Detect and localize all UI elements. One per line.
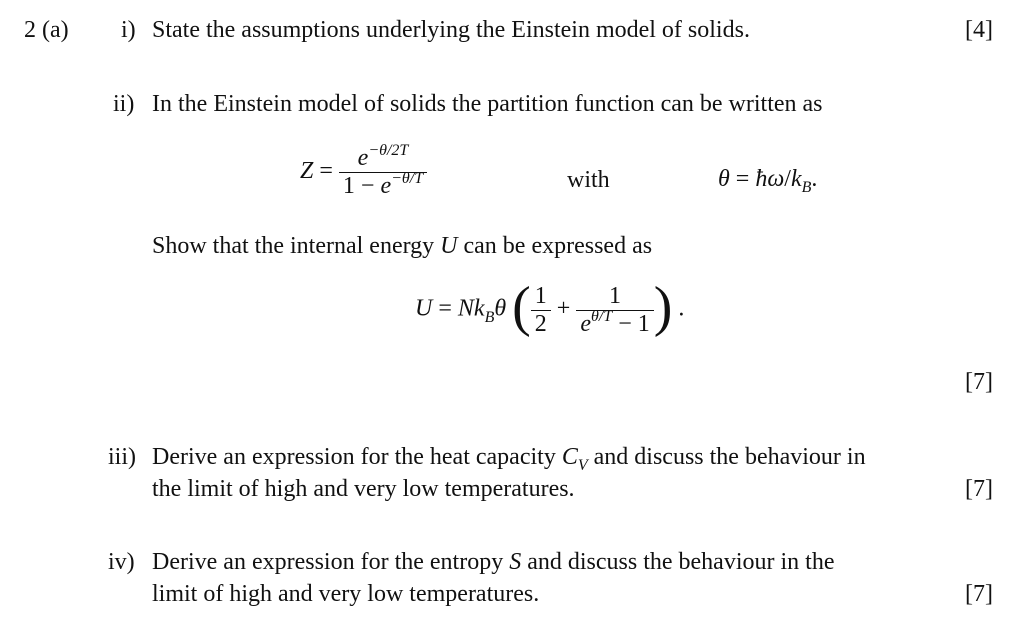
part-ii-intro: In the Einstein model of solids the partition function can be written as (152, 91, 823, 117)
part-iii-line1: Derive an expression for the heat capacity $C_V$ and discuss the behaviour in (152, 444, 866, 474)
part-i-label: i) (121, 17, 136, 43)
part-i-marks: [4] (965, 17, 993, 43)
part-i-text: State the assumptions underlying the Einstein model of solids. (152, 17, 750, 43)
part-ii-marks: [7] (965, 369, 993, 395)
with-word: with (567, 167, 610, 193)
internal-energy-equation: $U = Nk_B\theta$ ( $\frac{1}{2}$ + $\frac{1}{e^{\theta/T} - 1}$ ) . (415, 276, 685, 338)
part-iv-line1: Derive an expression for the entropy S and discuss the behaviour in the (152, 549, 835, 575)
partition-function-equation: Z = $\frac{e^{-\theta/2T}}{1 - e^{-\theta/T}}$ (300, 145, 427, 200)
partition-fraction: $\frac{e^{-\theta/2T}}{1 - e^{-\theta/T}}$ (339, 145, 427, 200)
part-iii-label: iii) (108, 444, 136, 470)
part-iii-line2: the limit of high and very low temperatures. (152, 476, 575, 502)
part-iv-line2: limit of high and very low temperatures. (152, 581, 540, 607)
question-number: 2 (a) (24, 17, 69, 43)
part-iii-marks: [7] (965, 476, 993, 502)
part-ii-label: ii) (113, 91, 135, 117)
part-iv-label: iv) (108, 549, 135, 575)
theta-definition: $\theta = ħ\omega/k_B$. (718, 166, 818, 196)
part-iv-marks: [7] (965, 581, 993, 607)
show-that-text: Show that the internal energy U can be expressed as (152, 233, 653, 259)
